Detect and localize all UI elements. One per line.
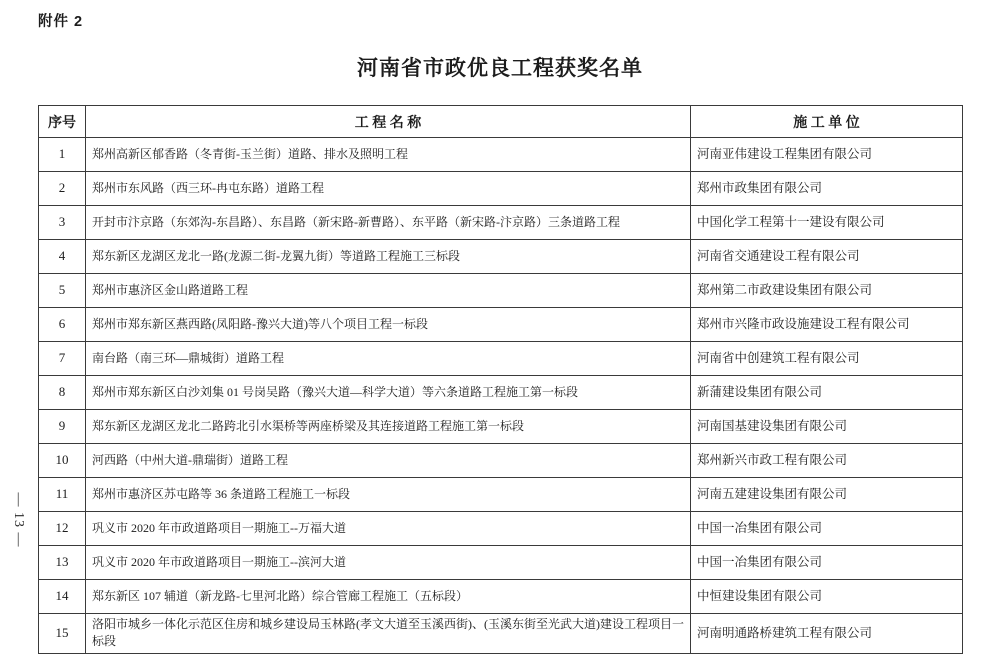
- project-name-cell: 郑州市郑东新区白沙刘集 01 号岗吴路（豫兴大道—科学大道）等六条道路工程施工第一标段: [86, 376, 691, 410]
- table-row: [39, 308, 963, 342]
- construction-unit-cell: 河南亚伟建设工程集团有限公司: [691, 138, 963, 172]
- construction-unit-cell: 郑州市政集团有限公司: [691, 172, 963, 206]
- row-number-cell: 4: [39, 240, 86, 274]
- project-name-cell: 郑州高新区郁香路（冬青街-玉兰街）道路、排水及照明工程: [86, 138, 691, 172]
- header-cell-company: 施 工 单 位: [691, 106, 963, 138]
- table-row: [39, 614, 963, 654]
- construction-unit-cell: 河南明通路桥建筑工程有限公司: [691, 614, 963, 654]
- table-row: [39, 274, 963, 308]
- table-body: [39, 138, 963, 654]
- row-number-cell: 9: [39, 410, 86, 444]
- table-row: [39, 444, 963, 478]
- construction-unit-cell: 中国一冶集团有限公司: [691, 512, 963, 546]
- construction-unit-cell: 郑州新兴市政工程有限公司: [691, 444, 963, 478]
- project-name-cell: 郑东新区 107 辅道（新龙路-七里河北路）综合管廊工程施工（五标段）: [86, 580, 691, 614]
- page-title: 河南省市政优良工程获奖名单: [357, 57, 643, 80]
- row-number-cell: 10: [39, 444, 86, 478]
- project-name-cell: 开封市汴京路（东郊沟-东昌路）、东昌路（新宋路-新曹路）、东平路（新宋路-汴京路）三条道路工程: [86, 206, 691, 240]
- project-name-cell: 洛阳市城乡一体化示范区住房和城乡建设局玉林路(孝文大道至玉溪西街)、(玉溪东街至光武大道)建设工程项目一标段: [86, 614, 691, 654]
- table-row: [39, 240, 963, 274]
- row-number-cell: 3: [39, 206, 86, 240]
- project-name-cell: 巩义市 2020 年市政道路项目一期施工--万福大道: [86, 512, 691, 546]
- construction-unit-cell: 中恒建设集团有限公司: [691, 580, 963, 614]
- project-name-cell: 巩义市 2020 年市政道路项目一期施工--滨河大道: [86, 546, 691, 580]
- project-name-cell: 南台路（南三环—鼎城街）道路工程: [86, 342, 691, 376]
- table-row: [39, 580, 963, 614]
- table-row: [39, 478, 963, 512]
- construction-unit-cell: 河南国基建设集团有限公司: [691, 410, 963, 444]
- construction-unit-cell: 河南省交通建设工程有限公司: [691, 240, 963, 274]
- construction-unit-cell: 新蒲建设集团有限公司: [691, 376, 963, 410]
- table-row: [39, 546, 963, 580]
- construction-unit-cell: 郑州市兴隆市政设施建设工程有限公司: [691, 308, 963, 342]
- row-number-cell: 2: [39, 172, 86, 206]
- row-number-cell: 8: [39, 376, 86, 410]
- construction-unit-cell: 中国一冶集团有限公司: [691, 546, 963, 580]
- project-name-cell: 郑东新区龙湖区龙北二路跨北引水渠桥等两座桥梁及其连接道路工程施工第一标段: [86, 410, 691, 444]
- page-number: — 13 —: [11, 492, 26, 548]
- header-cell-project: 工 程 名 称: [86, 106, 691, 138]
- row-number-cell: 6: [39, 308, 86, 342]
- project-name-cell: 郑州市郑东新区燕西路(凤阳路-豫兴大道)等八个项目工程一标段: [86, 308, 691, 342]
- table-row: [39, 512, 963, 546]
- project-name-cell: 河西路（中州大道-鼎瑞街）道路工程: [86, 444, 691, 478]
- project-name-cell: 郑东新区龙湖区龙北一路(龙源二街-龙翼九街）等道路工程施工三标段: [86, 240, 691, 274]
- row-number-cell: 15: [39, 614, 86, 654]
- table-row: [39, 410, 963, 444]
- row-number-cell: 11: [39, 478, 86, 512]
- row-number-cell: 12: [39, 512, 86, 546]
- table-header-row: [39, 106, 963, 138]
- table-row: [39, 342, 963, 376]
- table-row: [39, 376, 963, 410]
- row-number-cell: 1: [39, 138, 86, 172]
- project-name-cell: 郑州市惠济区苏屯路等 36 条道路工程施工一标段: [86, 478, 691, 512]
- row-number-cell: 5: [39, 274, 86, 308]
- construction-unit-cell: 河南五建建设集团有限公司: [691, 478, 963, 512]
- project-name-cell: 郑州市东风路（西三环-冉屯东路）道路工程: [86, 172, 691, 206]
- table-row: [39, 172, 963, 206]
- row-number-cell: 14: [39, 580, 86, 614]
- construction-unit-cell: 郑州第二市政建设集团有限公司: [691, 274, 963, 308]
- table-row: [39, 138, 963, 172]
- table-row: [39, 206, 963, 240]
- construction-unit-cell: 中国化学工程第十一建设有限公司: [691, 206, 963, 240]
- project-name-cell: 郑州市惠济区金山路道路工程: [86, 274, 691, 308]
- header-cell-no: 序号: [39, 106, 86, 138]
- construction-unit-cell: 河南省中创建筑工程有限公司: [691, 342, 963, 376]
- attachment-label: 附件 2: [38, 14, 84, 30]
- row-number-cell: 7: [39, 342, 86, 376]
- row-number-cell: 13: [39, 546, 86, 580]
- awards-table: [38, 105, 963, 654]
